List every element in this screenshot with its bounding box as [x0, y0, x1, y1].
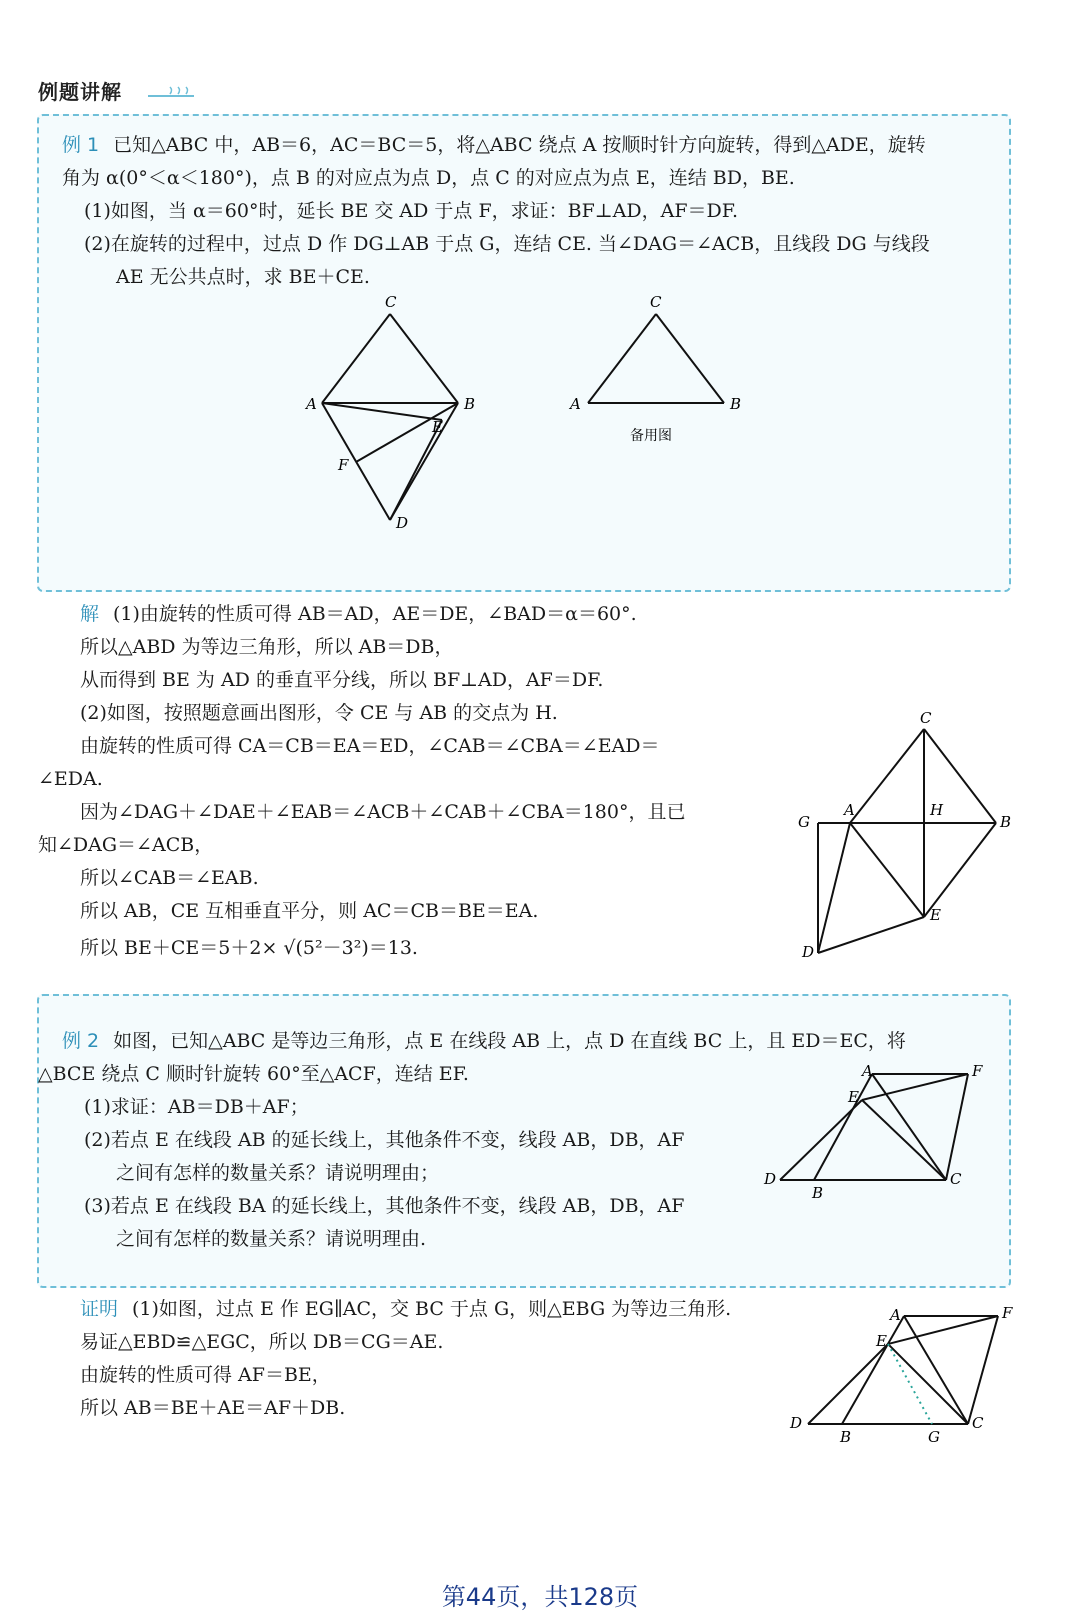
example2-line-5: 之间有怎样的数量关系？请说明理由； [116, 1162, 440, 1184]
solution1-line-2: 所以△ABD 为等边三角形，所以 AB＝DB， [80, 636, 454, 658]
page-footer: 第44页，共128页 [441, 1583, 639, 1611]
example1-figure-main [300, 290, 490, 540]
ex2-label-A: A [862, 1062, 873, 1080]
fig2-caption: 备用图 [630, 428, 672, 444]
section-title: 例题讲解 [38, 80, 122, 104]
proof2-dotted-EG [888, 1344, 932, 1424]
solution1-line-1: 解 (1)由旋转的性质可得 AB＝AD，AE＝DE，∠BAD＝α＝60°. [80, 603, 637, 625]
example2-line-4: (2)若点 E 在线段 AB 的延长线上，其他条件不变，线段 AB，DB，AF [84, 1129, 685, 1151]
solution1-line-9: 所以∠CAB＝∠EAB. [80, 867, 259, 889]
proof2-line-4: 所以 AB＝BE＋AE＝AF＋DB. [80, 1397, 346, 1419]
sol1-label-B: B [1000, 813, 1012, 831]
sol1-label-A: A [844, 801, 855, 819]
ex2-label-B: B [812, 1184, 824, 1200]
proof2-line-1: 证明 (1)如图，过点 E 作 EG∥AC，交 BC 于点 G，则△EBG 为等边三角形. [80, 1298, 732, 1320]
example2-line-2: △BCE 绕点 C 顺时针旋转 60°至△ACF，连结 EF. [38, 1063, 469, 1085]
pf2-label-F: F [1002, 1304, 1013, 1322]
example1-line-4: (2)在旋转的过程中，过点 D 作 DG⊥AB 于点 G，连结 CE. 当∠DAG＝∠ACB，且线段 DG 与线段 [84, 233, 930, 255]
example1-line-5: AE 无公共点时，求 BE＋CE. [116, 266, 370, 288]
example2-line-6: (3)若点 E 在线段 BA 的延长线上，其他条件不变，线段 AB，DB，AF [84, 1195, 685, 1217]
proof2-line-2: 易证△EBD≌△EGC，所以 DB＝CG＝AE. [80, 1331, 444, 1353]
solution1-line-4: (2)如图，按照题意画出图形，令 CE 与 AB 的交点为 H. [80, 702, 558, 724]
solution1-line-5: 由旋转的性质可得 CA＝CB＝EA＝ED，∠CAB＝∠CBA＝∠EAD＝ [80, 735, 660, 757]
example1-line-3: (1)如图，当 α＝60°时，延长 BE 交 AD 于点 F，求证：BF⊥AD，AF＝DF. [84, 200, 738, 222]
pf2-label-G: G [928, 1428, 940, 1446]
pf2-label-D: D [790, 1414, 803, 1432]
proof2-tag: 证明 [80, 1298, 119, 1320]
solution1-line-7: 因为∠DAG＋∠DAE＋∠EAB＝∠ACB＋∠CAB＋∠CBA＝180°，且已 [80, 801, 686, 823]
sol1-label-C: C [920, 709, 932, 727]
fig1-label-B: B [464, 395, 476, 413]
pf2-label-E: E [876, 1332, 887, 1350]
fig1-label-F: F [338, 456, 349, 474]
fig2-label-A: A [570, 395, 581, 413]
example1-line-1: 例 1 已知△ABC 中，AB＝6，AC＝BC＝5，将△ABC 绕点 A 按顺时针方向旋转，得到△ADE，旋转 [62, 134, 926, 156]
example1-tag: 例 1 [62, 134, 100, 156]
ex2-label-D: D [764, 1170, 777, 1188]
sol1-label-H: H [930, 801, 944, 819]
example1-line-2: 角为 α(0°＜α＜180°)，点 B 的对应点为点 D，点 C 的对应点为点 E，连结 BD，BE. [62, 167, 795, 189]
example2-line-1: 例 2 如图，已知△ABC 是等边三角形，点 E 在线段 AB 上，点 D 在直线 BC 上，且 ED＝EC，将 [62, 1030, 906, 1052]
solution1-tag: 解 [80, 603, 100, 625]
proof2-figure [780, 1300, 1020, 1450]
fig2-label-B: B [730, 395, 742, 413]
solution1-figure [790, 705, 1030, 965]
pf2-label-A: A [890, 1306, 901, 1324]
solution1-line-6: ∠EDA. [38, 768, 103, 790]
sol1-label-D: D [802, 943, 815, 961]
ex2-label-F: F [972, 1062, 983, 1080]
solution1-line-10: 所以 AB，CE 互相垂直平分，则 AC＝CB＝BE＝EA. [80, 900, 539, 922]
solution1-line-3: 从而得到 BE 为 AD 的垂直平分线，所以 BF⊥AD，AF＝DF. [80, 669, 604, 691]
wave-decoration-icon [148, 84, 194, 98]
proof2-line-3: 由旋转的性质可得 AF＝BE， [80, 1364, 331, 1386]
fig1-label-D: D [396, 514, 409, 532]
pf2-label-B: B [840, 1428, 852, 1446]
fig1-label-E: E [432, 418, 443, 436]
sol1-label-G: G [798, 813, 810, 831]
example2-line-7: 之间有怎样的数量关系？请说明理由. [116, 1228, 427, 1250]
ex2-label-E: E [848, 1088, 859, 1106]
sol1-label-E: E [930, 906, 941, 924]
fig1-label-C: C [385, 293, 397, 311]
example2-line-3: (1)求证：AB＝DB＋AF； [84, 1096, 309, 1118]
example1-figure-backup [560, 290, 760, 450]
solution1-line-8: 知∠DAG＝∠ACB， [38, 834, 214, 856]
example2-figure [760, 1060, 1000, 1200]
pf2-label-C: C [972, 1414, 984, 1432]
fig1-label-A: A [306, 395, 317, 413]
ex2-label-C: C [950, 1170, 962, 1188]
example2-tag: 例 2 [62, 1030, 100, 1052]
solution1-line-11: 所以 BE＋CE＝5＋2× √(5²－3²)＝13. [80, 937, 418, 959]
fig2-label-C: C [650, 293, 662, 311]
